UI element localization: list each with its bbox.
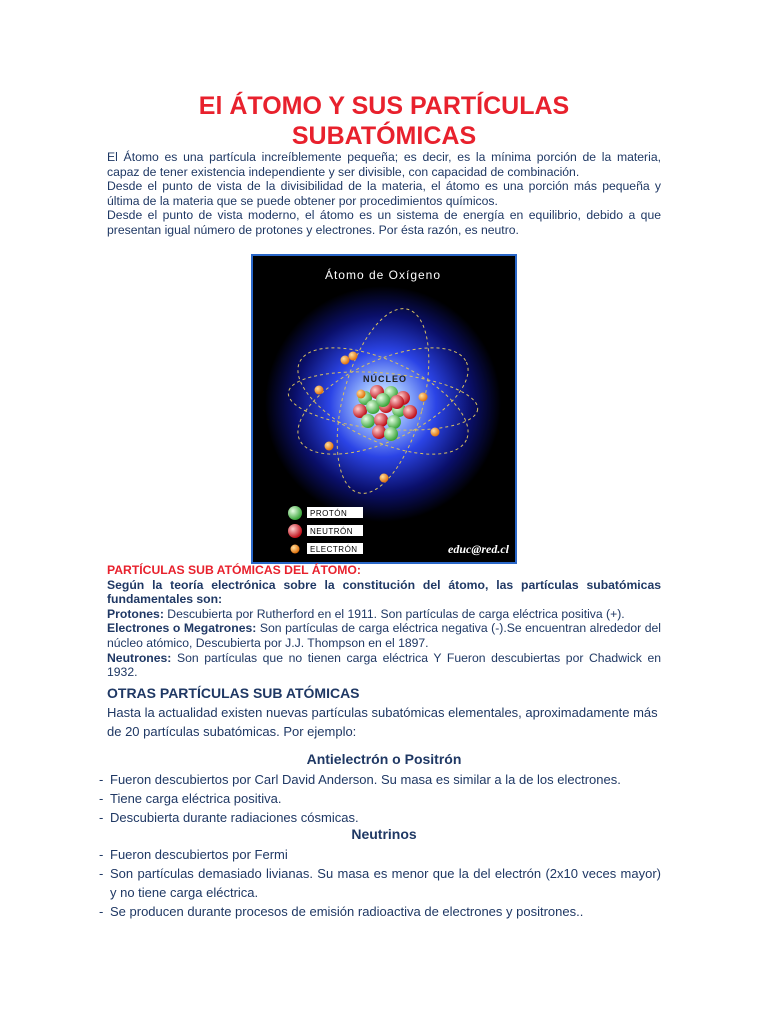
intro-paragraph-1: El Átomo es una partícula increíblemente pequeña; es decir, es la mínima porción de la materia, capaz de tener existencia independiente y ser divisible, con capacidad de combinación. bbox=[107, 150, 661, 179]
section-heading-subatomic: PARTÍCULAS SUB ATÓMICAS DEL ÁTOMO: bbox=[107, 563, 361, 577]
list-item: - Descubierta durante radiaciones cósmicas. bbox=[97, 808, 661, 827]
desc-neutrons: Son partículas que no tienen carga eléctrica Y Fueron descubiertas por Chadwick en 1932. bbox=[107, 650, 661, 680]
subatomic-particles-section bbox=[107, 563, 661, 680]
list-item: - Fueron descubiertos por Fermi bbox=[97, 845, 661, 864]
neutron-legend-icon bbox=[288, 524, 302, 538]
oxygen-atom-figure bbox=[251, 254, 517, 564]
term-electrons: Electrones o Megatrones: bbox=[107, 621, 257, 636]
desc-electrons: Son partículas de carga eléctrica negativa (-).Se encuentran alrededor del núcleo atómico, Descubierta por J.J. Thompson en el 1897. bbox=[107, 621, 661, 650]
particle-protons bbox=[107, 607, 661, 622]
intro-paragraph-3: Desde el punto de vista moderno, el átomo es un sistema de energía en equilibrio, debido a que presentan igual número de protones y electrones. Por ésta razón, es neutro. bbox=[107, 208, 661, 237]
positron-list bbox=[97, 770, 661, 827]
figure-credit: educ@red.cl bbox=[448, 542, 509, 556]
list-item: - Son partículas demasiado livianas. Su masa es menor que la del electrón (2x10 veces mayor) y no tiene carga eléctrica. bbox=[97, 864, 661, 902]
section-heading-other: OTRAS PARTÍCULAS SUB ATÓMICAS bbox=[107, 685, 360, 701]
neutrinos-list bbox=[97, 845, 661, 921]
neutrinos-heading: Neutrinos bbox=[351, 826, 417, 842]
list-item: - Fueron descubiertos por Carl David Anderson. Su masa es similar a la de los electrones. bbox=[97, 770, 661, 789]
electron-legend-icon bbox=[291, 545, 300, 554]
figure-title: Átomo de Oxígeno bbox=[324, 268, 442, 282]
positron-heading: Antielectrón o Positrón bbox=[306, 751, 462, 767]
intro-paragraph-2: Desde el punto de vista de la divisibilidad de la materia, el átomo es una porción más pequeña y última de la materia que se puede obtener por procedimientos químicos. bbox=[107, 179, 661, 208]
section-lead: Según la teoría electrónica sobre la constitución del átomo, las partículas subatómicas fundamentales son: bbox=[107, 577, 661, 607]
section-other-text: Hasta la actualidad existen nuevas partículas subatómicas elementales, aproximadamente más de 20 partículas subatómicas. Por ejemplo: bbox=[107, 705, 658, 739]
nucleus-label: NÚCLEO bbox=[363, 374, 407, 384]
proton-legend-icon bbox=[288, 506, 302, 520]
desc-protons: Descubierta por Rutherford en el 1911. Son partículas de carga eléctrica positiva (+). bbox=[163, 606, 625, 621]
page-title: El ÁTOMO Y SUS PARTÍCULAS SUBATÓMICAS bbox=[198, 92, 570, 150]
legend-electron-label: ELECTRÓN bbox=[310, 545, 358, 554]
atom-illustration bbox=[253, 256, 515, 562]
term-protons: Protones: bbox=[107, 606, 164, 621]
legend-proton-label: PROTÓN bbox=[310, 509, 348, 518]
list-item: - Tiene carga eléctrica positiva. bbox=[97, 789, 661, 808]
legend-neutron-label: NEUTRÓN bbox=[310, 527, 354, 536]
particle-electrons bbox=[107, 621, 661, 650]
term-neutrons: Neutrones: bbox=[107, 650, 172, 665]
particle-neutrons bbox=[107, 651, 661, 680]
intro-text bbox=[107, 150, 661, 238]
list-item: - Se producen durante procesos de emisión radioactiva de electrones y positrones.. bbox=[97, 902, 661, 921]
